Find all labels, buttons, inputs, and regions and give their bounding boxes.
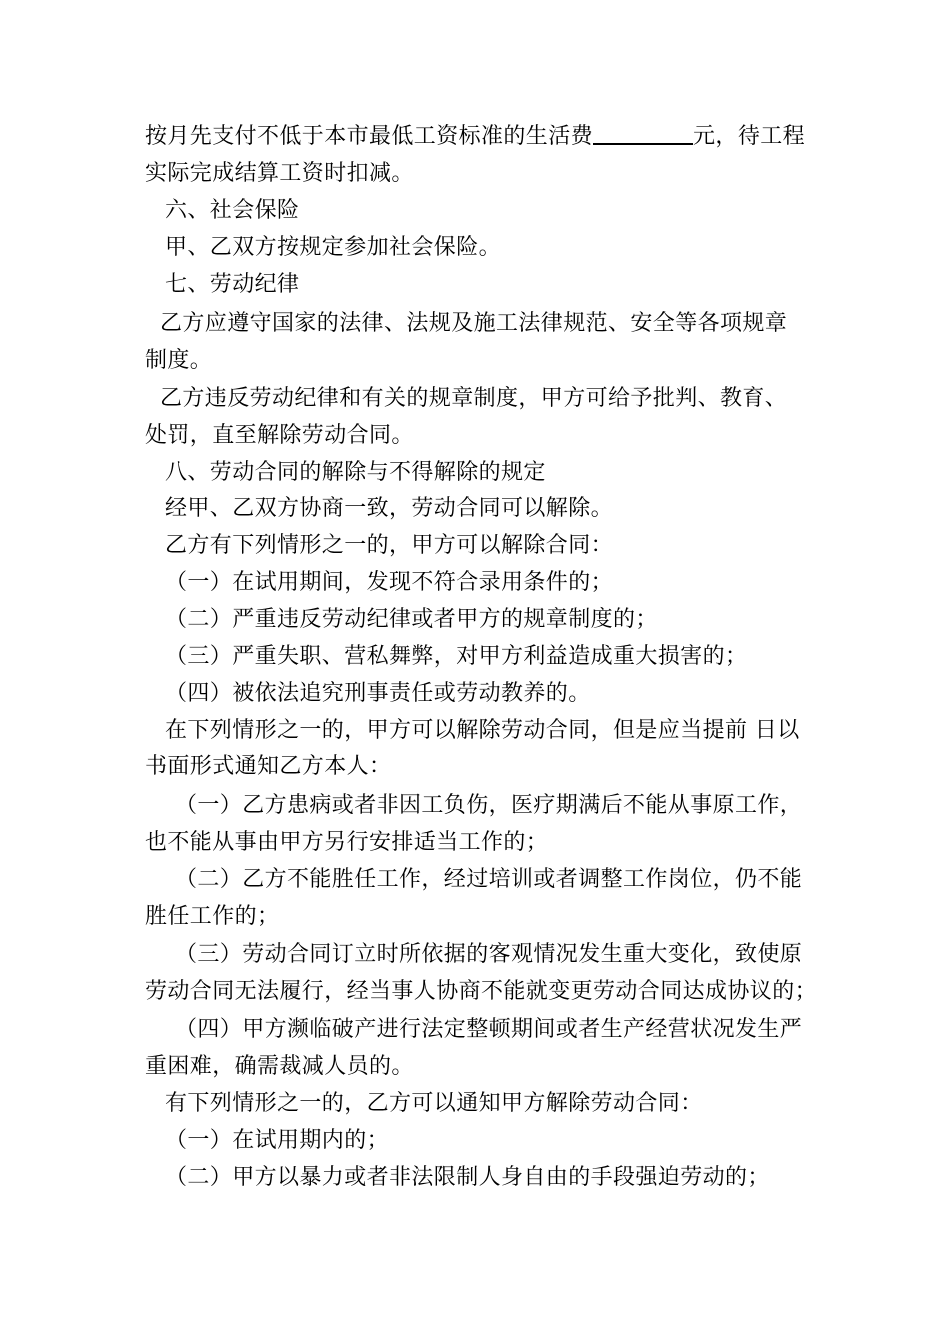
list-item-3: （三）严重失职、营私舞弊，对甲方利益造成重大损害的； xyxy=(165,644,748,669)
line-1-post: 元，待工程 xyxy=(693,124,806,149)
text-line-26: 重困难，确需裁减人员的。 xyxy=(145,1054,414,1079)
text-line-20: 也不能从事由甲方另行安排适当工作的； xyxy=(145,830,549,855)
list-item-5: （一）乙方患病或者非因工负伤，医疗期满后不能从事原工作， xyxy=(175,793,803,818)
text-line-17: 在下列情形之一的，甲方可以解除劳动合同，但是应当提前 日以 xyxy=(165,718,800,743)
list-item-9: （一）在试用期内的； xyxy=(165,1128,390,1153)
text-line-18: 书面形式通知乙方本人： xyxy=(145,754,392,779)
text-line-1 xyxy=(145,121,805,152)
line-1-pre: 按月先支付不低于本市最低工资标准的生活费 xyxy=(145,124,594,149)
amount-blank xyxy=(593,121,693,145)
text-line-2: 实际完成结算工资时扣减。 xyxy=(145,161,414,186)
text-line-11: 经甲、乙双方协商一致，劳动合同可以解除。 xyxy=(165,496,614,521)
list-item-4: （四）被依法追究刑事责任或劳动教养的。 xyxy=(165,681,591,706)
text-line-27: 有下列情形之一的，乙方可以通知甲方解除劳动合同： xyxy=(165,1091,703,1116)
list-item-7: （三）劳动合同订立时所依据的客观情况发生重大变化，致使原 xyxy=(175,942,803,967)
section-heading-labor-discipline: 七、劳动纪律 xyxy=(165,272,300,297)
text-line-8: 乙方违反劳动纪律和有关的规章制度，甲方可给予批判、教育、 xyxy=(160,386,788,411)
list-item-1: （一）在试用期间，发现不符合录用条件的； xyxy=(165,570,614,595)
section-heading-social-insurance: 六、社会保险 xyxy=(165,198,300,223)
text-line-24: 劳动合同无法履行，经当事人协商不能就变更劳动合同达成协议的； xyxy=(145,979,818,1004)
text-line-9: 处罚，直至解除劳动合同。 xyxy=(145,423,414,448)
list-item-6: （二）乙方不能胜任工作，经过培训或者调整工作岗位，仍不能 xyxy=(175,867,803,892)
text-line-22: 胜任工作的； xyxy=(145,904,280,929)
list-item-10: （二）甲方以暴力或者非法限制人身自由的手段强迫劳动的； xyxy=(165,1165,770,1190)
section-heading-termination: 八、劳动合同的解除与不得解除的规定 xyxy=(165,460,546,485)
list-item-8: （四）甲方濒临破产进行法定整顿期间或者生产经营状况发生严 xyxy=(175,1017,803,1042)
text-line-7: 制度。 xyxy=(145,348,213,373)
text-line-12: 乙方有下列情形之一的，甲方可以解除合同： xyxy=(165,533,614,558)
text-line-6: 乙方应遵守国家的法律、法规及施工法律规范、安全等各项规章 xyxy=(160,311,788,336)
list-item-2: （二）严重违反劳动纪律或者甲方的规章制度的； xyxy=(165,607,658,632)
text-line-4: 甲、乙双方按规定参加社会保险。 xyxy=(165,235,502,260)
